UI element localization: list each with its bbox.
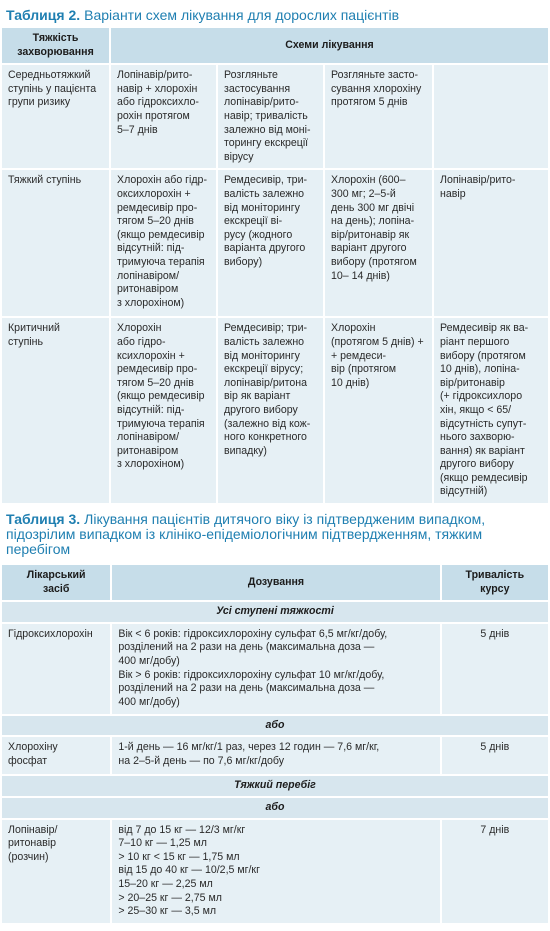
header-dosage: Дозування [112,565,439,600]
scheme-cell: Хлорохін або гідр- оксихлорохін + ремдесивір про- тягом 5–20 днів (якщо ремдесивір відсутній: під- тримуюча терапія лопінавіром/ ритонавіром з хлорохіном) [111,170,216,316]
section-row [2,716,548,736]
header-duration: Тривалість курсу [442,565,548,600]
severity-cell: Критичний ступінь [2,318,109,503]
scheme-cell: Лопінавір/рито- навір [434,170,548,316]
drug-cell: Хлорохіну фосфат [2,737,110,774]
section-or: або [2,716,548,736]
section-or: або [2,798,548,818]
duration-cell: 7 днів [442,820,548,923]
severity-cell: Тяжкий ступінь [2,170,109,316]
scheme-cell: Лопінавір/рито- навір + хлорохін або гідроксихло- рохін протягом 5–7 днів [111,65,216,168]
header-drug: Лікарський засіб [2,565,110,600]
duration-cell: 5 днів [442,737,548,774]
header-severity: Тяжкість захворювання [2,28,109,63]
section-all-severities: Усі ступені тяжкості [2,602,548,622]
pediatric-treatment-table [0,563,550,925]
table-2-caption [6,8,399,23]
table-2-caption-label: Таблиця 2. [6,7,81,23]
duration-cell: 5 днів [442,624,548,714]
scheme-cell: Хлорохін (600– 300 мг; 2–5-й день 300 мг двічі на день); лопіна- вір/ритонавір як варіант другого вибору (протягом 10– 14 днів) [325,170,432,316]
table-3-caption-label: Таблиця 3. [6,511,81,527]
adult-treatment-table [0,26,550,505]
dosage-cell: Вік < 6 років: гідроксихлорохіну сульфат 6,5 мг/кг/добу, розділений на 2 рази на день (максимальна доза — 400 мг/добу) Вік > 6 років: гідроксихлорохіну сульфат 10 мг/кг/добу, розділений на 2 рази на день (максимальна доза — 400 мг/добу) [112,624,439,714]
scheme-cell: Розгляньте застосування лопінавір/рито- навір; тривалість залежно від моні- торингу екскреції вірусу [218,65,323,168]
section-row [2,776,548,796]
dosage-cell: 1-й день — 16 мг/кг/1 раз, через 12 годин — 7,6 мг/кг, на 2–5-й день — по 7,6 мг/кг/добу [112,737,439,774]
scheme-cell: Ремдесивір, три- валість залежно від моніторингу екскреції ві- русу (жодного варіанта другого вибору) [218,170,323,316]
table-3-caption [6,512,544,557]
scheme-cell: Хлорохін або гідро- ксихлорохін + ремдесивір про- тягом 5–20 днів (якщо ремдесивір відсутній: під- тримуюча терапія лопінавіром/ ритонавіром з хлорохіном) [111,318,216,503]
table-row [2,820,548,923]
drug-cell: Гідроксихлорохін [2,624,110,714]
table-3-caption-text: Лікування пацієнтів дитячого віку із підтвердженим випадком, підозрілим випадком із клініко-епідеміологічним підтвердженням, тяжким перебігом [6,511,486,557]
scheme-cell: Ремдесивір; три- валість залежно від моніторингу екскреції вірусу; лопінавір/ритона вір як варіант другого вибору (залежно від кож- ного конкретного випадку) [218,318,323,503]
table-row [2,737,548,774]
drug-cell: Лопінавір/ ритонавір (розчин) [2,820,110,923]
severity-cell: Середньотяжкий ступінь у пацієнта групи ризику [2,65,109,168]
table-row [2,624,548,714]
table-row [2,65,548,168]
section-row [2,602,548,622]
table-2-caption-text: Варіанти схем лікування для дорослих пацієнтів [84,7,400,23]
scheme-cell: Ремдесивір як ва- ріант першого вибору (протягом 10 днів), лопіна- вір/ритонавір (+ гідроксихлоро хін, якщо < 65/ відсутність супут- нього захворю- вання) як варіант другого вибору (якщо ремдесивір відсутній) [434,318,548,503]
table-row [2,170,548,316]
scheme-cell: Розгляньте засто- сування хлорохіну протягом 5 днів [325,65,432,168]
section-severe-course: Тяжкий перебіг [2,776,548,796]
dosage-cell: від 7 до 15 кг — 12/3 мг/кг 7–10 кг — 1,25 мл > 10 кг < 15 кг — 1,75 мл від 15 до 40 кг — 10/2,5 мг/кг 15–20 кг — 2,25 мл > 20–25 кг — 2,75 мл > 25–30 кг — 3,5 мл [112,820,439,923]
scheme-cell [434,65,548,168]
table-row [2,318,548,503]
scheme-cell: Хлорохін (протягом 5 днів) + + ремдеси- вір (протягом 10 днів) [325,318,432,503]
header-treatment-schemes: Схеми лікування [111,28,548,63]
section-row [2,798,548,818]
